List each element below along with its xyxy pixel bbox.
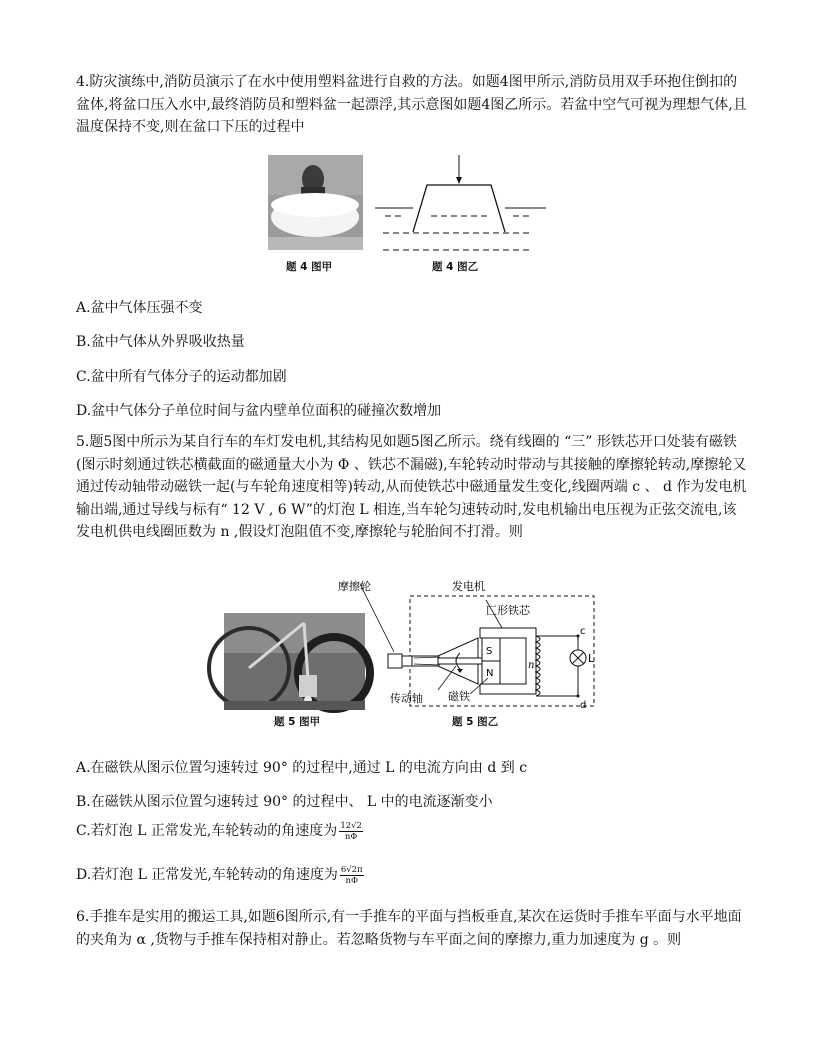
q5-option-d-numerator: 6√2π: [340, 864, 363, 875]
q5-option-d-fraction: [340, 865, 364, 886]
label-d: d: [580, 700, 587, 711]
label-generator: 发电机: [452, 580, 485, 593]
label-turns: n: [528, 660, 535, 671]
label-n-pole: N: [486, 668, 494, 679]
question-5-stem: 5.题5图中所示为某自行车的车灯发电机,其结构见如题5图乙所示。绕有线圈的 “三” 形铁芯开口处装有磁铁(图示时刻通过铁芯横截面的磁通量大小为 Φ 、铁芯不漏磁),车轮转动时带动与其接触的摩擦轮转动,摩擦轮又通过传动轴带动磁铁一起(与车轮角速度相等)转动,从而使铁芯中磁通量发生变化,线圈两端 c 、 d 作为发电机输出端,通过导线与标有“ 12 V , 6 W”的灯泡 L 相连,当车轮匀速转动时,发电机输出电压视为正弦交流电,该发电机供电线圈匝数为 n ,假设灯泡阻值不变,摩擦轮与轮胎间不打滑。则: [76, 434, 747, 540]
figure-4b-diagram: [373, 153, 548, 255]
q4-option-d[interactable]: D.盆中气体分子单位时间与盆内壁单位面积的碰撞次数增加: [76, 403, 442, 419]
figure-4a-caption: 题 4 图甲: [286, 261, 333, 273]
q5-option-c-numerator: 12√2: [340, 820, 362, 831]
q5-option-d-text: D.若灯泡 L 正常发光,车轮转动的角速度为: [76, 867, 338, 883]
q5-option-d-denominator: nΦ: [345, 875, 358, 886]
label-magnet: 磁铁: [448, 690, 470, 703]
q5-option-c-text: C.若灯泡 L 正常发光,车轮转动的角速度为: [76, 823, 338, 839]
q5-option-b[interactable]: B.在磁铁从图示位置匀速转过 90° 的过程中、 L 中的电流逐渐变小: [76, 794, 493, 810]
figure-4b-caption: 题 4 图乙: [432, 261, 479, 273]
q5-option-d[interactable]: [76, 864, 364, 886]
label-c: c: [580, 626, 586, 637]
q5-option-a[interactable]: A.在磁铁从图示位置匀速转过 90° 的过程中,通过 L 的电流方向由 d 到 c: [76, 760, 528, 776]
figure-5a-caption: 题 5 图甲: [274, 716, 321, 728]
label-s: S: [486, 646, 493, 657]
label-lamp: L: [588, 652, 595, 665]
q5-option-c-denominator: nΦ: [344, 831, 358, 842]
label-shaft: 传动轴: [390, 692, 423, 705]
q4-option-b[interactable]: B.盆中气体从外界吸收热量: [76, 334, 245, 350]
figure-5b-caption: 题 5 图乙: [452, 716, 499, 728]
label-core: 匚形铁芯: [486, 604, 530, 617]
figure-5a-photo: [224, 613, 365, 710]
figure-4a-photo: [268, 155, 363, 250]
label-friction-wheel: 摩擦轮: [338, 580, 371, 593]
q4-option-c[interactable]: C.盆中所有气体分子的运动都加剧: [76, 369, 287, 385]
figure-5b-diagram: [338, 578, 608, 713]
question-4-stem: 4.防灾演练中,消防员演示了在水中使用塑料盆进行自救的方法。如题4图甲所示,消防员用双手环抱住倒扣的盆体,将盆口压入水中,最终消防员和塑料盆一起漂浮,其示意图如题4图乙所示。若盆中空气可视为理想气体,且温度保持不变,则在盆口下压的过程中: [76, 74, 747, 135]
q5-option-c[interactable]: [76, 820, 363, 842]
q5-option-c-fraction: [339, 821, 363, 842]
question-6-stem: 6.手推车是实用的搬运工具,如题6图所示,有一手推车的平面与挡板垂直,某次在运货时手推车平面与水平地面的夹角为 α ,货物与手推车保持相对静止。若忽略货物与车平面之间的摩擦力,重力加速度为 g 。则: [76, 909, 742, 948]
q4-option-a[interactable]: A.盆中气体压强不变: [76, 300, 203, 316]
